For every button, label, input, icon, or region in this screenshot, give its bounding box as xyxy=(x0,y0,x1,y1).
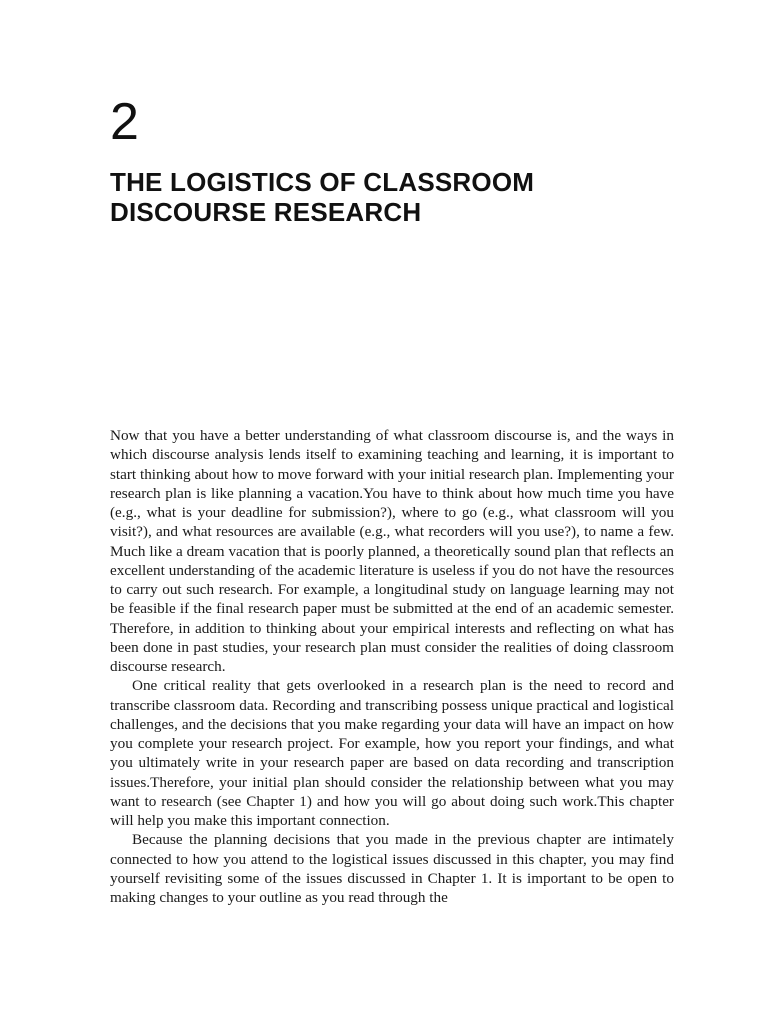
paragraph-3: Because the planning decisions that you made in the previous chapter are intimately connected to how you attend to the logistical issues discussed in this chapter, you may find yourself revisiting some of the issues discussed in Chapter 1. It is important to be open to making changes to your outline as you read through the xyxy=(110,831,674,906)
chapter-number: 2 xyxy=(110,93,139,151)
chapter-title xyxy=(110,167,670,227)
paragraph-2: One critical reality that gets overlooked in a research plan is the need to record and transcribe classroom data. Recording and transcribing possess unique practical and logistical challenges, and the decisions that you make regarding your data will have an impact on how you complete your research project. For example, how you report your findings, and what you ultimately write in your research paper are based on data recording and transcription issues.Therefore, your initial plan should consider the relationship between what you may want to research (see Chapter 1) and how you will go about doing such work.This chapter will help you make this important connection. xyxy=(110,677,674,829)
body-text xyxy=(110,426,674,907)
chapter-title-line-1: THE LOGISTICS OF CLASSROOM xyxy=(110,167,535,197)
chapter-title-line-2: DISCOURSE RESEARCH xyxy=(110,197,422,227)
paragraph-1: Now that you have a better understanding of what classroom discourse is, and the ways in which discourse analysis lends itself to examining teaching and learning, it is important to start thinking about how to move forward with your initial research plan. Implementing your research plan is like planning a vacation.You have to think about how much time you have (e.g., what is your deadline for submission?), where to go (e.g., what classroom will you visit?), and what resources are available (e.g., what recorders will you use?), to name a few. Much like a dream vacation that is poorly planned, a theoretically sound plan that reflects an excellent understanding of the academic literature is useless if you do not have the resources to carry out such research. For example, a longitudinal study on language learning may not be feasible if the final research paper must be submitted at the end of an academic semester. Therefore, in addition to thinking about your empirical interests and reflecting on what has been done in past studies, your research plan must consider the realities of doing classroom discourse research. xyxy=(110,427,674,675)
